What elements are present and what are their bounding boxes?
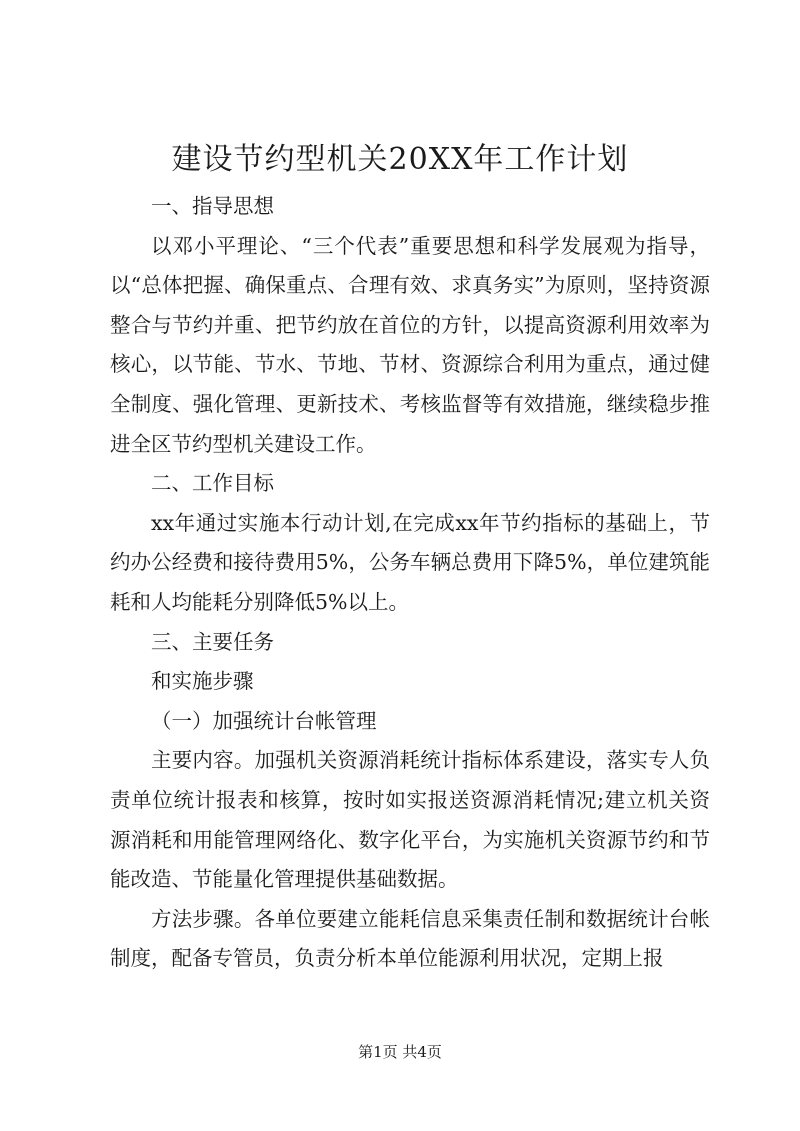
section-heading-work-goals: 二、工作目标	[151, 471, 274, 496]
paragraph-main-content: 主要内容。加强机关资源消耗统计指标体系建设，落实专人负责单位统计报表和核算，按时如实报送资源消耗情况;建立机关资源消耗和用能管理网络化、数字化平台，为实施机关资源节约和节能改造、节能量化管理提供基础数据。	[110, 748, 710, 892]
paragraph-guiding-ideology: 以邓小平理论、“三个代表”重要思想和科学发展观为指导，以“总体把握、确保重点、合理有效、求真务实”为原则，坚持资源整合与节约并重、把节约放在首位的方针，以提高资源利用效率为核心，以节能、节水、节地、节材、资源综合利用为重点，通过健全制度、强化管理、更新技术、考核监督等有效措施，继续稳步推进全区节约型机关建设工作。	[110, 233, 710, 456]
page-footer	[0, 1041, 800, 1063]
section-heading-main-tasks: 三、主要任务	[151, 629, 274, 654]
document-body	[110, 187, 710, 979]
section-heading-guiding-ideology: 一、指导思想	[151, 194, 274, 218]
paragraph-work-goals: xx年通过实施本行动计划,在完成xx年节约指标的基础上，节约办公经费和接待费用5%，公务车辆总费用下降5%，单位建筑能耗和人均能耗分别降低5%以上。	[110, 510, 710, 614]
page-number-label: 第1页 共4页	[358, 1043, 442, 1061]
document-title: 建设节约型机关20XX年工作计划	[171, 142, 629, 177]
section-heading-continuation: 和实施步骤	[151, 669, 254, 694]
subsection-heading-statistics: （一）加强统计台帐管理	[151, 708, 377, 733]
paragraph-method-steps: 方法步骤。各单位要建立能耗信息采集责任制和数据统计台帐制度，配备专管员，负责分析本单位能源利用状况，定期上报	[110, 906, 710, 971]
